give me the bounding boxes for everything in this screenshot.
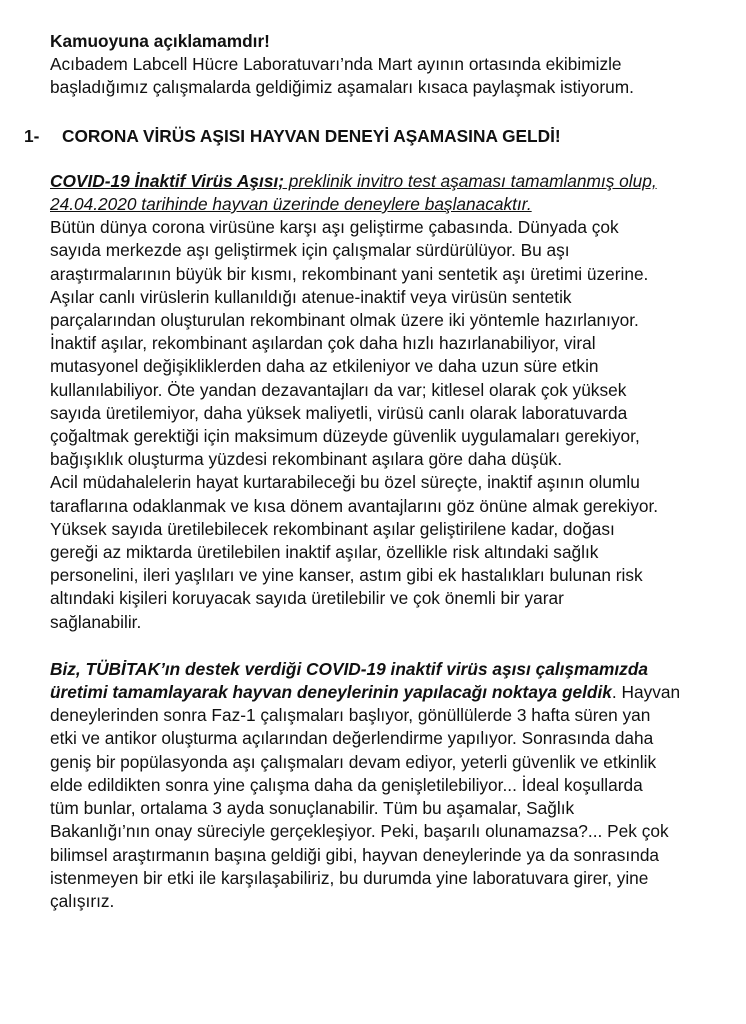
body-line: taraflarına odaklanmak ve kısa dönem avantajlarını göz önüne almak gerekiyor. — [50, 495, 659, 516]
body-line: çoğaltmak gerektiği için maksimum düzeyde güvenlik uygulamaları gerekiyor, — [50, 426, 640, 447]
heading-text: CORONA VİRÜS AŞISI HAYVAN DENEYİ AŞAMASINA GELDİ! — [62, 125, 561, 146]
body-line: bilimsel araştırmanın başına geldiği gibi, hayvan deneylerinde ya da sonrasında — [50, 844, 660, 865]
intro-line: başladığımız çalışmalarda geldiğimiz aşamaları kısaca paylaşmak istiyorum. — [50, 77, 634, 98]
body-line: etki ve antikor oluşturma açılarından değerlendirme yapılıyor. Sonrasında daha — [50, 728, 654, 749]
section2-paragraph — [50, 658, 726, 913]
lead-text: preklinik invitro test aşaması tamamlanmış olup, — [284, 170, 657, 191]
body-line: Yüksek sayıda üretilebilecek rekombinant aşılar geliştirilene kadar, doğası — [50, 518, 615, 539]
body-line: araştırmalarının büyük bir kısmı, rekombinant yani sentetik aşı üretimi üzerine. — [50, 263, 649, 284]
body-text: . Hayvan — [611, 682, 681, 703]
body-line: Bakanlığı’nın onay süreciyle gerçekleşiyor. Peki, başarılı olunamazsa?... Pek çok — [50, 821, 669, 842]
body-line: personelini, ileri yaşlıları ve yine kanser, astım gibi ek hastalıkları bulunan risk — [50, 565, 643, 586]
body-line: Aşılar canlı virüslerin kullanıldığı atenue-inaktif veya virüsün sentetik — [50, 286, 572, 307]
highlight-line-2 — [50, 681, 726, 704]
body-line: sayıda üretilemiyor, daha yüksek maliyetli, virüsü canlı olarak laboratuvarda — [50, 402, 628, 423]
section-heading — [24, 125, 726, 148]
body-line: sağlanabilir. — [50, 611, 142, 632]
body-line: geniş bir popülasyonda aşı çalışmaları devam ediyor, yeterli güvenlik ve etkinlik — [50, 751, 657, 772]
body-line: sayıda merkezde aşı geliştirmek için çalışmalar sürdürülüyor. Bu aşı — [50, 240, 570, 261]
heading-number: 1- — [24, 125, 40, 146]
body-line: elde edildikten sonra yine çalışma daha da genişletilebiliyor... İdeal koşullarda — [50, 774, 643, 795]
section1-lead — [50, 170, 726, 193]
lead-text-line2: 24.04.2020 tarihinde hayvan üzerinde deneylere başlanacaktır. — [50, 194, 532, 215]
body-line: kullanılabiliyor. Öte yandan dezavantajları da var; kitlesel olarak çok yüksek — [50, 379, 627, 400]
body-line: altındaki kişileri koruyacak sayıda üretilebilir ve çok önemli bir yarar — [50, 588, 564, 609]
body-line: Bütün dünya corona virüsüne karşı aşı geliştirme çabasında. Dünyada çok — [50, 217, 619, 238]
body-line: İnaktif aşılar, rekombinant aşılardan çok daha hızlı hazırlanabiliyor, viral — [50, 333, 596, 354]
body-line: bağışıklık oluşturma yüzdesi rekombinant aşılara göre daha düşük. — [50, 449, 562, 470]
body-line: istenmeyen bir etki ile karşılaşabiliriz, bu durumda yine laboratuvara girer, yine — [50, 867, 649, 888]
intro-line: Acıbadem Labcell Hücre Laboratuvarı’nda Mart ayının ortasında ekibimizle — [50, 54, 622, 75]
body-line: çalışırız. — [50, 890, 115, 911]
intro-block — [50, 30, 726, 100]
body-line: gereği az miktarda üretilebilen inaktif aşılar, özellikle risk altındaki sağlık — [50, 542, 599, 563]
intro-title: Kamuoyuna açıklamamdır! — [50, 31, 270, 51]
body-line: parçalarından oluşturulan rekombinant olmak üzere iki yöntemle hazırlanıyor. — [50, 310, 639, 331]
body-line: mutasyonel değişikliklerden daha az etkileniyor ve daha uzun süre etkin — [50, 356, 599, 377]
vaccine-name: COVID-19 İnaktif Virüs Aşısı; — [50, 170, 284, 191]
section1-paragraph — [50, 170, 726, 634]
highlight-line: Biz, TÜBİTAK’ın destek verdiği COVID-19 inaktif virüs aşısı çalışmamızda — [50, 658, 648, 679]
highlight-text: üretimi tamamlayarak hayvan deneylerinin yapılacağı noktaya geldik — [50, 682, 612, 703]
body-line: deneylerinden sonra Faz-1 çalışmaları başlıyor, gönüllülerde 3 hafta süren yan — [50, 705, 651, 726]
body-line: tüm bunlar, ortalama 3 ayda sonuçlanabilir. Tüm bu aşamalar, Sağlık — [50, 798, 575, 819]
body-line: Acil müdahalelerin hayat kurtarabileceği bu özel süreçte, inaktif aşının olumlu — [50, 472, 640, 493]
